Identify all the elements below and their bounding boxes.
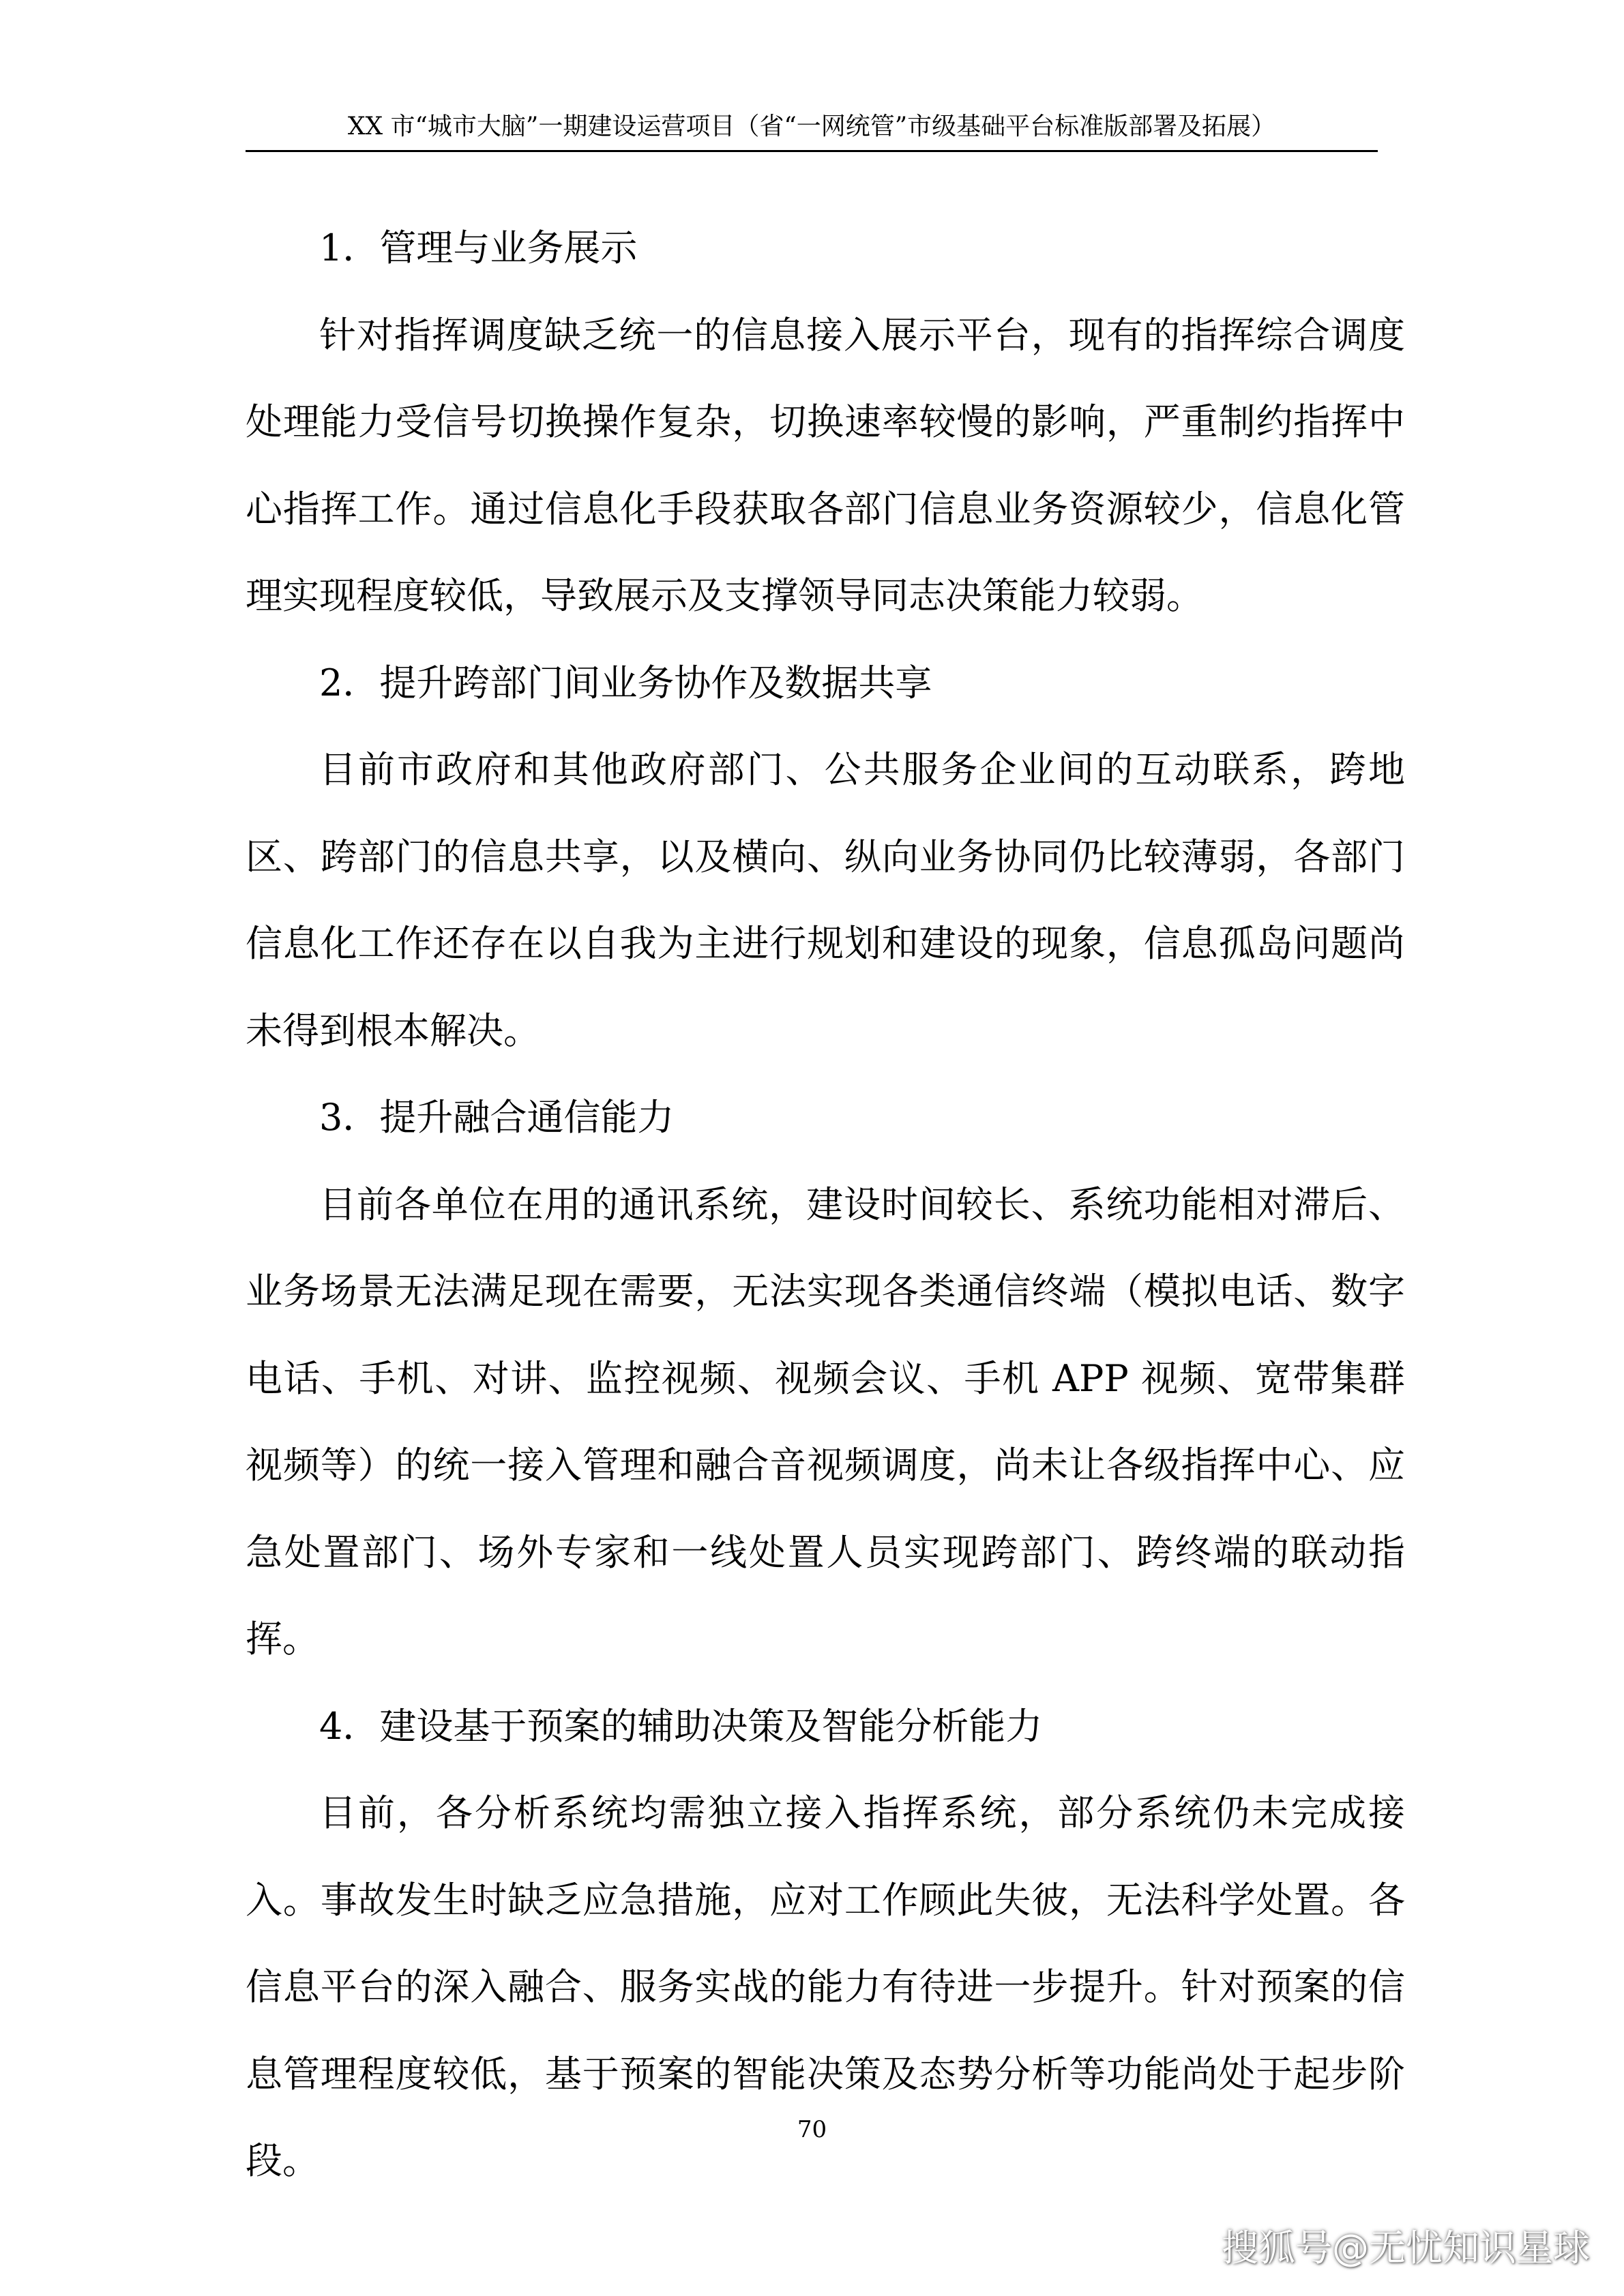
section-heading-1: 1．管理与业务展示 (319, 226, 638, 269)
page-number: 70 (797, 2116, 827, 2143)
running-header: XX 市“城市大脑”一期建设运营项目（省“一网统管”市级基础平台标准版部署及拓展） (347, 113, 1276, 140)
section-heading-3: 3．提升融合通信能力 (319, 1096, 675, 1139)
header-rule (246, 150, 1378, 152)
source-watermark: 搜狐号@无忧知识星球 (1222, 2226, 1590, 2269)
section-paragraph-2: 目前市政府和其他政府部门、公共服务企业间的互动联系，跨地区、跨部门的信息共享，以及横向、纵向业务协同仍比较薄弱，各部门信息化工作还存在以自我为主进行规划和建设的现象，信息孤岛问题尚未得到根本解决。 (246, 748, 1405, 1052)
section-paragraph-4: 目前，各分析系统均需独立接入指挥系统，部分系统仍未完成接入。事故发生时缺乏应急措施，应对工作顾此失彼，无法科学处置。各信息平台的深入融合、服务实战的能力有待进一步提升。针对预案的信息管理程度较低，基于预案的智能决策及态势分析等功能尚处于起步阶段。 (246, 1791, 1405, 2182)
section-paragraph-1: 针对指挥调度缺乏统一的信息接入展示平台，现有的指挥综合调度处理能力受信号切换操作复杂，切换速率较慢的影响，严重制约指挥中心指挥工作。通过信息化手段获取各部门信息业务资源较少，信息化管理实现程度较低，导致展示及支撑领导同志决策能力较弱。 (246, 313, 1405, 617)
document-body (246, 205, 1405, 2205)
section-heading-2: 2．提升跨部门间业务协作及数据共享 (319, 661, 932, 704)
section-heading-4: 4．建设基于预案的辅助决策及智能分析能力 (319, 1704, 1043, 1748)
section-paragraph-3: 目前各单位在用的通讯系统，建设时间较长、系统功能相对滞后、业务场景无法满足现在需要，无法实现各类通信终端（模拟电话、数字电话、手机、对讲、监控视频、视频会议、手机 APP 视频、宽带集群视频等）的统一接入管理和融合音视频调度，尚未让各级指挥中心、应急处置部门、场外专家和一线处置人员实现跨部门、跨终端的联动指挥。 (246, 1182, 1405, 1660)
